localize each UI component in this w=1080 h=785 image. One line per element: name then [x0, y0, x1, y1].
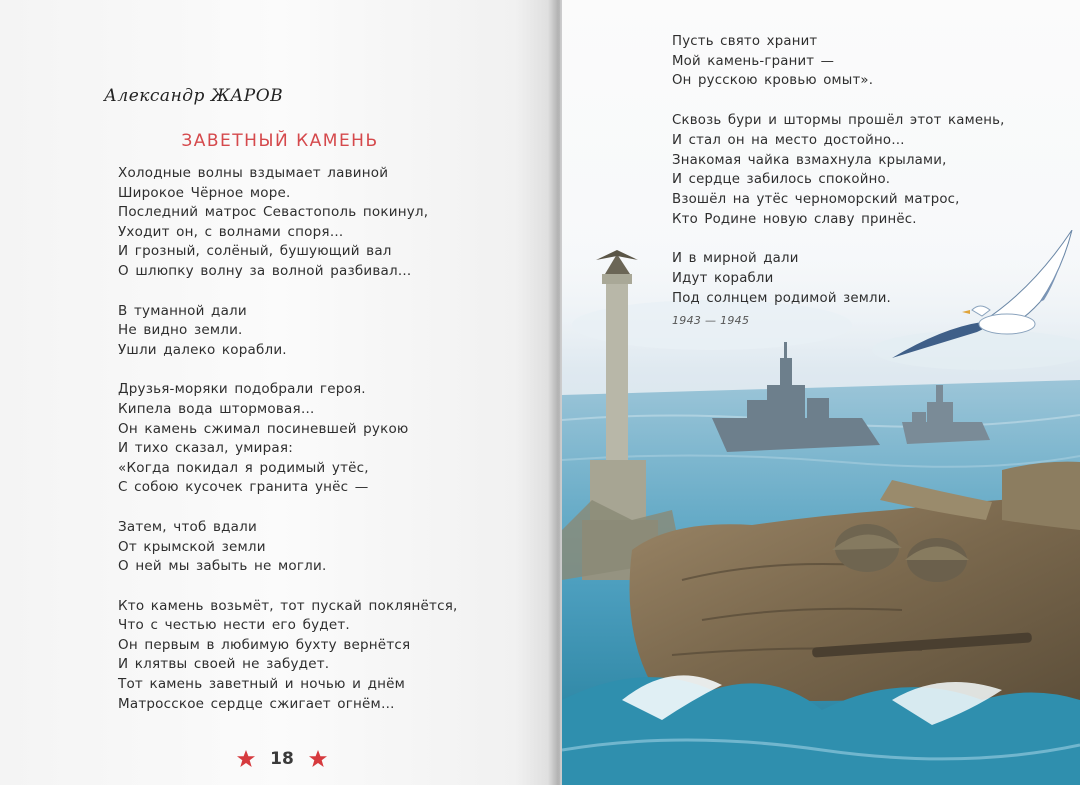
poem-right-column	[672, 32, 1062, 327]
stanza	[118, 518, 538, 577]
poem-line: Он камень сжимал посиневшей рукою	[118, 420, 409, 437]
poem-line: Сквозь бури и штормы прошёл этот камень,	[672, 113, 1005, 129]
poem-line: Матросское сердце сжигает огнём…	[118, 695, 395, 712]
poem-line: Пусть свято хранит	[672, 34, 818, 49]
poem-left-column	[118, 164, 538, 714]
poem-line: Уходит он, с волнами споря…	[118, 223, 344, 240]
poem-line: С собою кусочек гранита унёс —	[118, 479, 369, 496]
poem-line: Холодные волны вздымает лавиной	[118, 165, 389, 181]
poem-line: Не видно земли.	[118, 322, 243, 339]
poem-line: Что с честью нести его будет.	[118, 617, 350, 634]
poem-title: ЗАВЕТНЫЙ КАМЕНЬ	[181, 131, 379, 151]
poem-line: Мой камень-гранит —	[672, 53, 835, 69]
page-number: 18	[270, 749, 294, 769]
poem-line: Тот камень заветный и ночью и днём	[118, 676, 406, 693]
poem-line: И тихо сказал, умирая:	[118, 440, 293, 457]
poem-line: В туманной дали	[118, 302, 247, 319]
poem-line: Последний матрос Севастополь покинул,	[118, 204, 429, 221]
right-page	[562, 0, 1080, 785]
poem-line: Взошёл на утёс черноморский матрос,	[672, 191, 960, 207]
poem-line: Он первым в любимую бухту вернётся	[118, 636, 411, 653]
stanza	[672, 249, 1062, 308]
poem-line: О шлюпку волну за волной разбивал…	[118, 262, 412, 279]
poem-line: Широкое Чёрное море.	[118, 184, 291, 201]
poem-line: И сердце забилось спокойно.	[672, 172, 891, 188]
poem-line: Он русскою кровью омыт».	[672, 73, 874, 89]
poem-line: Кто камень возьмёт, тот пускай поклянётся,	[118, 597, 458, 614]
poem-line: О ней мы забыть не могли.	[118, 558, 327, 575]
stanza	[118, 380, 538, 498]
poem-dates: 1943 — 1945	[672, 314, 750, 328]
poem-line: Знакомая чайка взмахнула крылами,	[672, 152, 947, 168]
poem-line: «Когда покидал я родимый утёс,	[118, 459, 369, 476]
poem-line: И в мирной дали	[672, 251, 799, 267]
stanza	[118, 302, 538, 361]
page-footer	[236, 745, 328, 773]
poem-line: И грозный, солёный, бушующий вал	[118, 243, 392, 260]
stanza	[672, 32, 1062, 91]
stanza	[118, 597, 538, 715]
poem-line: Под солнцем родимой земли.	[672, 290, 891, 306]
stanza	[672, 111, 1062, 229]
poem-line: Кто Родине новую славу принёс.	[672, 211, 917, 227]
star-icon	[236, 749, 256, 769]
stanza	[118, 164, 538, 282]
poem-line: И клятвы своей не забудет.	[118, 656, 330, 673]
poem-line: Кипела вода штормовая…	[118, 400, 315, 417]
poem-line: От крымской земли	[118, 538, 266, 555]
poem-line: Ушли далеко корабли.	[118, 341, 287, 358]
poem-line: Идут корабли	[672, 271, 774, 287]
star-icon	[308, 749, 328, 769]
poem-line: Друзья-моряки подобрали героя.	[118, 381, 366, 398]
poem-line: И стал он на место достойно…	[672, 132, 905, 148]
author-name: Александр ЖАРОВ	[104, 86, 284, 106]
poem-line: Затем, чтоб вдали	[118, 518, 257, 535]
